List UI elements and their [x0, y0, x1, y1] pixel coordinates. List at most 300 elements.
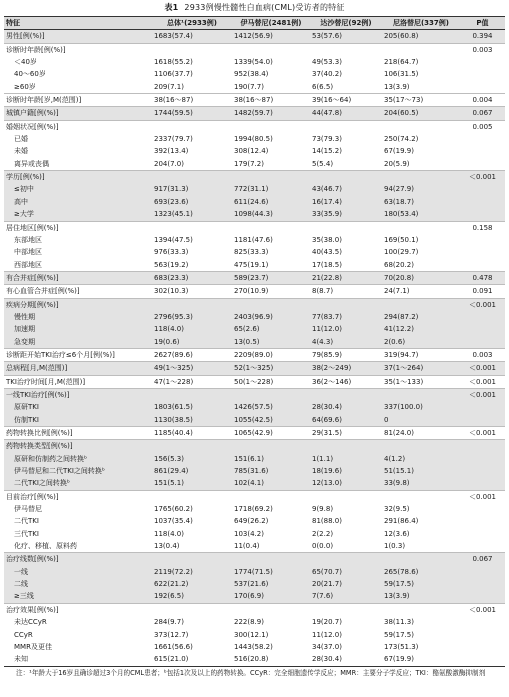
table-row [4, 81, 505, 94]
row-label: ≥大学 [14, 210, 34, 219]
table-row [4, 388, 505, 401]
dasatinib-value [310, 298, 382, 311]
nilotinib-value [382, 440, 460, 453]
row-label: 治疗效果[例(%)] [4, 603, 152, 616]
imatinib-value: 52(1～325) [232, 362, 310, 375]
dasatinib-value [310, 440, 382, 453]
nilotinib-value: 37(1～264) [382, 362, 460, 375]
row-label: 伊马替尼和二代TKI之间转换ᵇ [14, 467, 105, 476]
dasatinib-value: 49(53.3) [312, 58, 342, 67]
table-row [4, 145, 505, 157]
dasatinib-value: 17(18.5) [312, 260, 342, 269]
dasatinib-value: 73(79.3) [312, 135, 342, 144]
imatinib-value [232, 43, 310, 56]
p-value [460, 477, 505, 490]
row-label: 疾病分期[例(%)] [4, 298, 152, 311]
table-row [4, 107, 505, 120]
row-label: 药物转换类型[例(%)] [4, 440, 152, 453]
imatinib-value: 1426(57.5) [234, 403, 273, 412]
row-label: 目前治疗[例(%)] [4, 490, 152, 503]
dasatinib-value [310, 171, 382, 184]
nilotinib-value: 0 [384, 415, 389, 424]
overall-value: 284(9.7) [154, 618, 184, 627]
p-value [460, 629, 505, 641]
p-value [460, 234, 505, 246]
imatinib-value: 1055(42.5) [234, 415, 273, 424]
table-row [4, 414, 505, 427]
p-value: 0.003 [460, 43, 505, 56]
p-value [460, 453, 505, 465]
nilotinib-value: 59(17.5) [384, 630, 414, 639]
overall-value: 622(21.2) [154, 580, 189, 589]
p-value [460, 323, 505, 335]
table-row [4, 348, 505, 361]
overall-value: 2337(79.7) [154, 135, 193, 144]
dasatinib-value: 21(22.8) [310, 271, 382, 284]
overall-value: 373(12.7) [154, 630, 189, 639]
row-label: 诊断时年龄[岁,M(范围)] [4, 94, 152, 107]
nilotinib-value: 2(0.6) [384, 337, 406, 346]
table-row [4, 515, 505, 527]
imatinib-value: 611(24.6) [234, 197, 269, 206]
row-label: ≥60岁 [14, 82, 36, 91]
nilotinib-value: 319(94.7) [382, 348, 460, 361]
overall-value: 156(5.3) [154, 454, 184, 463]
p-value: 0.158 [460, 221, 505, 234]
p-value: 0.394 [472, 32, 493, 41]
imatinib-value [232, 298, 310, 311]
p-value: ＜0.001 [460, 171, 505, 184]
p-value: 0.005 [460, 120, 505, 133]
nilotinib-value: 265(78.6) [384, 567, 419, 576]
imatinib-value [232, 553, 310, 566]
table-row [4, 183, 505, 195]
table-footnote: 注：¹年龄大于16岁且确诊超过3个月的CML患者；ᵇ包括1次及以上的药物转换。CCyR：完全细胞遗传学反应；MMR：主要分子学反应；TKI：酪氨酸激酶抑制剂 [16, 669, 486, 677]
nilotinib-value: 68(20.2) [384, 260, 414, 269]
overall-value: 1744(59.5) [152, 107, 232, 120]
table-row [4, 490, 505, 503]
nilotinib-value: 33(9.8) [384, 479, 410, 488]
row-label: MMR及更佳 [14, 642, 52, 651]
dasatinib-value: 11(12.0) [312, 325, 342, 334]
table-row [4, 271, 505, 284]
p-value [460, 196, 505, 208]
p-value [460, 515, 505, 527]
dasatinib-value: 1(1.1) [312, 454, 334, 463]
table-row [4, 94, 505, 107]
dasatinib-value: 16(17.4) [312, 197, 342, 206]
row-label: 三代TKI [14, 529, 39, 538]
p-value [460, 68, 505, 80]
dasatinib-value: 0(0.0) [312, 542, 334, 551]
nilotinib-value: 81(24.0) [382, 427, 460, 440]
row-label: 二代TKI之间转换ᵇ [14, 479, 70, 488]
dasatinib-value: 11(12.0) [312, 630, 342, 639]
nilotinib-value: 337(100.0) [384, 403, 423, 412]
table-row [4, 362, 505, 375]
imatinib-value: 1065(42.9) [232, 427, 310, 440]
dasatinib-value: 77(83.7) [312, 312, 342, 321]
imatinib-value: 1718(69.2) [234, 505, 273, 514]
p-value [460, 465, 505, 477]
overall-value: 976(33.3) [154, 248, 189, 257]
row-label: 一线TKI治疗[例(%)] [4, 388, 152, 401]
p-value: ＜0.001 [460, 603, 505, 616]
row-label: 一线 [14, 567, 28, 576]
table-row [4, 323, 505, 335]
overall-value: 1106(37.7) [154, 70, 193, 79]
p-value [460, 641, 505, 653]
dasatinib-value [310, 120, 382, 133]
imatinib-value: 102(4.1) [234, 479, 264, 488]
p-value [460, 311, 505, 323]
p-value: 0.478 [460, 271, 505, 284]
nilotinib-value [382, 388, 460, 401]
table-row [4, 616, 505, 628]
dasatinib-value: 43(46.7) [312, 185, 342, 194]
row-label: 原研和仿制药之间转换ᵇ [14, 454, 87, 463]
row-label: 化疗、移植、原料药 [14, 542, 77, 551]
nilotinib-value: 35(1～133) [382, 375, 460, 388]
overall-value [152, 298, 232, 311]
row-label: 急变期 [14, 337, 35, 346]
overall-value [152, 171, 232, 184]
p-value [460, 336, 505, 349]
table-row [4, 311, 505, 323]
overall-value: 1661(56.6) [154, 642, 193, 651]
row-label: 二线 [14, 580, 28, 589]
imatinib-value: 222(8.9) [234, 618, 264, 627]
p-value: ＜0.001 [460, 362, 505, 375]
dasatinib-value: 2(2.2) [312, 529, 334, 538]
overall-value: 1037(35.4) [154, 517, 193, 526]
overall-value: 204(7.0) [154, 159, 184, 168]
row-label: 东部地区 [14, 235, 42, 244]
dasatinib-value: 9(9.8) [312, 505, 334, 514]
row-label: 二代TKI [14, 517, 39, 526]
row-label: ＜40岁 [14, 58, 37, 67]
p-value [460, 259, 505, 272]
row-label: 药物转换比例[例(%)] [4, 427, 152, 440]
row-label: 慢性期 [14, 312, 35, 321]
overall-value: 392(13.4) [154, 147, 189, 156]
table-row [4, 566, 505, 578]
overall-value [152, 221, 232, 234]
nilotinib-value: 51(15.1) [384, 467, 414, 476]
p-value: ＜0.001 [460, 375, 505, 388]
p-value: 0.091 [460, 285, 505, 298]
table-row [4, 540, 505, 553]
row-label: 有心血管合并症[例(%)] [4, 285, 152, 298]
table-body [4, 30, 505, 666]
overall-value [152, 43, 232, 56]
table-row [4, 477, 505, 490]
row-label: 已婚 [14, 135, 28, 144]
row-label: 中部地区 [14, 248, 42, 257]
nilotinib-value: 70(20.8) [382, 271, 460, 284]
table-row [4, 158, 505, 171]
row-label: 西部地区 [14, 260, 42, 269]
table-title: 2933例慢性髓性白血病(CML)受访者的特征 [184, 3, 345, 12]
overall-value: 192(6.5) [154, 592, 184, 601]
p-value [460, 528, 505, 540]
p-value [460, 566, 505, 578]
overall-value: 118(4.0) [154, 325, 184, 334]
table-row [4, 259, 505, 272]
nilotinib-value: 1(0.3) [384, 542, 406, 551]
row-label: 加速期 [14, 325, 35, 334]
overall-value [152, 120, 232, 133]
imatinib-value [232, 440, 310, 453]
p-value [460, 616, 505, 628]
table-row [4, 56, 505, 68]
nilotinib-value: 291(86.4) [384, 517, 419, 526]
row-label: 仿制TKI [14, 415, 39, 424]
row-label: 伊马替尼 [14, 505, 42, 514]
p-value [460, 158, 505, 171]
table-row [4, 465, 505, 477]
overall-value: 47(1～228) [152, 375, 232, 388]
overall-value: 118(4.0) [154, 529, 184, 538]
row-label: CCyR [14, 630, 33, 639]
table-caption [0, 0, 509, 15]
nilotinib-value: 20(5.9) [384, 159, 410, 168]
table-row [4, 440, 505, 453]
table-row [4, 30, 505, 43]
nilotinib-value: 63(18.7) [384, 197, 414, 206]
overall-value: 2796(95.3) [154, 312, 193, 321]
imatinib-value: 1443(58.2) [234, 642, 273, 651]
nilotinib-value: 38(11.3) [384, 618, 414, 627]
imatinib-value: 516(20.8) [232, 653, 310, 666]
p-value: 0.067 [460, 107, 505, 120]
imatinib-value: 1181(47.6) [234, 235, 273, 244]
overall-value: 1323(45.1) [154, 210, 193, 219]
p-value: 0.004 [460, 94, 505, 107]
row-label: 未知 [4, 653, 152, 666]
imatinib-value [232, 603, 310, 616]
p-value [460, 183, 505, 195]
p-value: ＜0.001 [460, 490, 505, 503]
nilotinib-value: 32(9.5) [384, 505, 410, 514]
p-value: ＜0.001 [460, 427, 505, 440]
nilotinib-value: 12(3.6) [384, 529, 410, 538]
table-row [4, 43, 505, 56]
dasatinib-value: 53(57.6) [312, 32, 342, 41]
dasatinib-value [310, 388, 382, 401]
dasatinib-value: 28(30.4) [310, 653, 382, 666]
overall-value: 693(23.6) [154, 197, 189, 206]
imatinib-value: 179(7.2) [234, 159, 264, 168]
p-value [460, 440, 505, 453]
table-row [4, 629, 505, 641]
imatinib-value: 1339(54.0) [234, 58, 273, 67]
dasatinib-value [310, 43, 382, 56]
row-label: TKI治疗时间[月,M(范围)] [4, 375, 152, 388]
p-value [460, 208, 505, 221]
p-value [460, 145, 505, 157]
header-characteristic: 特征 [4, 17, 152, 30]
row-label: 高中 [14, 197, 28, 206]
table-row [4, 375, 505, 388]
dasatinib-value: 37(40.2) [312, 70, 342, 79]
nilotinib-value [382, 221, 460, 234]
table-row [4, 653, 505, 666]
row-label: 男性[例(%)] [6, 32, 45, 41]
dasatinib-value: 38(2～249) [310, 362, 382, 375]
row-label: 学历[例(%)] [4, 171, 152, 184]
imatinib-value: 38(16～87) [232, 94, 310, 107]
row-label: 未达CCyR [14, 618, 47, 627]
nilotinib-value: 204(60.5) [382, 107, 460, 120]
dasatinib-value: 8(8.7) [310, 285, 382, 298]
imatinib-value: 2403(96.9) [234, 312, 273, 321]
table-row [4, 503, 505, 515]
imatinib-value: 1482(59.7) [232, 107, 310, 120]
dasatinib-value: 29(31.5) [310, 427, 382, 440]
dasatinib-value: 20(21.7) [312, 580, 342, 589]
header-imatinib: 伊马替尼(2481例) [232, 17, 310, 30]
imatinib-value: 2209(89.0) [232, 348, 310, 361]
nilotinib-value: 4(1.2) [384, 454, 406, 463]
table-row [4, 246, 505, 258]
nilotinib-value [382, 120, 460, 133]
nilotinib-value [382, 298, 460, 311]
nilotinib-value: 13(3.9) [384, 82, 410, 91]
overall-value: 19(0.6) [154, 337, 180, 346]
imatinib-value: 1412(56.9) [234, 32, 273, 41]
row-label: 婚姻状况[例(%)] [4, 120, 152, 133]
row-label: 诊断时年龄[例(%)] [4, 43, 152, 56]
overall-value [152, 490, 232, 503]
imatinib-value: 13(0.5) [234, 337, 260, 346]
row-label: 诊断距开始TKI治疗≤6个月[例(%)] [4, 348, 152, 361]
table-row [4, 427, 505, 440]
table-row [4, 285, 505, 298]
row-label: 原研TKI [14, 403, 39, 412]
p-value [460, 540, 505, 553]
dasatinib-value [310, 490, 382, 503]
p-value: 0.003 [460, 348, 505, 361]
dasatinib-value: 81(88.0) [312, 517, 342, 526]
dasatinib-value [310, 603, 382, 616]
nilotinib-value: 173(51.3) [384, 642, 419, 651]
overall-value: 917(31.3) [154, 185, 189, 194]
table-row [4, 171, 505, 184]
table-row [4, 68, 505, 80]
p-value [460, 653, 505, 666]
imatinib-value: 772(31.1) [234, 185, 269, 194]
overall-value: 1803(61.5) [154, 403, 193, 412]
row-label: ≥三线 [14, 592, 34, 601]
dasatinib-value: 6(6.5) [312, 82, 334, 91]
dasatinib-value: 4(4.3) [312, 337, 334, 346]
imatinib-value: 825(33.3) [234, 248, 269, 257]
p-value [460, 503, 505, 515]
table-row [4, 208, 505, 221]
imatinib-value: 785(31.6) [234, 467, 269, 476]
nilotinib-value: 294(87.2) [384, 312, 419, 321]
table-row [4, 578, 505, 590]
dasatinib-value: 65(70.7) [312, 567, 342, 576]
header-overall: 总体¹(2933例) [152, 17, 232, 30]
imatinib-value: 537(21.6) [234, 580, 269, 589]
imatinib-value: 952(38.4) [234, 70, 269, 79]
imatinib-value: 103(4.2) [234, 529, 264, 538]
row-label: 有合并症[例(%)] [4, 271, 152, 284]
table-row [4, 401, 505, 413]
overall-value: 49(1～325) [152, 362, 232, 375]
p-value [460, 590, 505, 603]
overall-value: 209(7.1) [154, 82, 184, 91]
imatinib-value [232, 171, 310, 184]
nilotinib-value: 205(60.8) [384, 32, 419, 41]
dasatinib-value: 79(85.9) [310, 348, 382, 361]
imatinib-value: 190(7.7) [234, 82, 264, 91]
table-row [4, 336, 505, 349]
nilotinib-value: 35(17～73) [382, 94, 460, 107]
nilotinib-value: 100(29.7) [384, 248, 419, 257]
overall-value: 1765(60.2) [154, 505, 193, 514]
dasatinib-value: 33(35.9) [312, 210, 342, 219]
overall-value: 683(23.3) [152, 271, 232, 284]
overall-value [152, 603, 232, 616]
row-label: 未婚 [14, 147, 28, 156]
table-header-row [4, 17, 505, 30]
imatinib-value: 11(0.4) [234, 542, 260, 551]
nilotinib-value [382, 171, 460, 184]
overall-value: 2627(89.6) [152, 348, 232, 361]
dasatinib-value: 7(7.6) [312, 592, 334, 601]
table-row [4, 221, 505, 234]
imatinib-value: 649(26.2) [234, 517, 269, 526]
nilotinib-value: 106(31.5) [384, 70, 419, 79]
table-row [4, 298, 505, 311]
nilotinib-value: 180(53.4) [384, 210, 419, 219]
imatinib-value: 65(2.6) [234, 325, 260, 334]
p-value: ＜0.001 [460, 388, 505, 401]
row-label: 居住地区[例(%)] [4, 221, 152, 234]
imatinib-value [232, 221, 310, 234]
header-nilotinib: 尼洛替尼(337例) [382, 17, 460, 30]
imatinib-value: 308(12.4) [234, 147, 269, 156]
p-value: 0.067 [460, 553, 505, 566]
header-dasatinib: 达沙替尼(92例) [310, 17, 382, 30]
nilotinib-value: 250(74.2) [384, 135, 419, 144]
row-label: 总病程[月,M(范围)] [4, 362, 152, 375]
imatinib-value: 475(19.1) [234, 260, 269, 269]
nilotinib-value: 67(19.9) [382, 653, 460, 666]
dasatinib-value: 44(47.8) [310, 107, 382, 120]
overall-value: 1185(40.4) [152, 427, 232, 440]
row-label: 40～60岁 [14, 70, 46, 79]
overall-value: 563(19.2) [154, 260, 189, 269]
row-label: ≤初中 [14, 185, 34, 194]
dasatinib-value: 12(13.0) [312, 479, 342, 488]
table-row [4, 553, 505, 566]
dasatinib-value [310, 221, 382, 234]
dasatinib-value: 28(30.4) [312, 403, 342, 412]
dasatinib-value: 34(37.0) [312, 642, 342, 651]
p-value [460, 414, 505, 427]
imatinib-value [232, 388, 310, 401]
table-number: 表1 [164, 3, 179, 12]
overall-value: 861(29.4) [154, 467, 189, 476]
nilotinib-value: 218(64.7) [384, 58, 419, 67]
table-row [4, 528, 505, 540]
dasatinib-value: 36(2～146) [310, 375, 382, 388]
p-value [460, 578, 505, 590]
